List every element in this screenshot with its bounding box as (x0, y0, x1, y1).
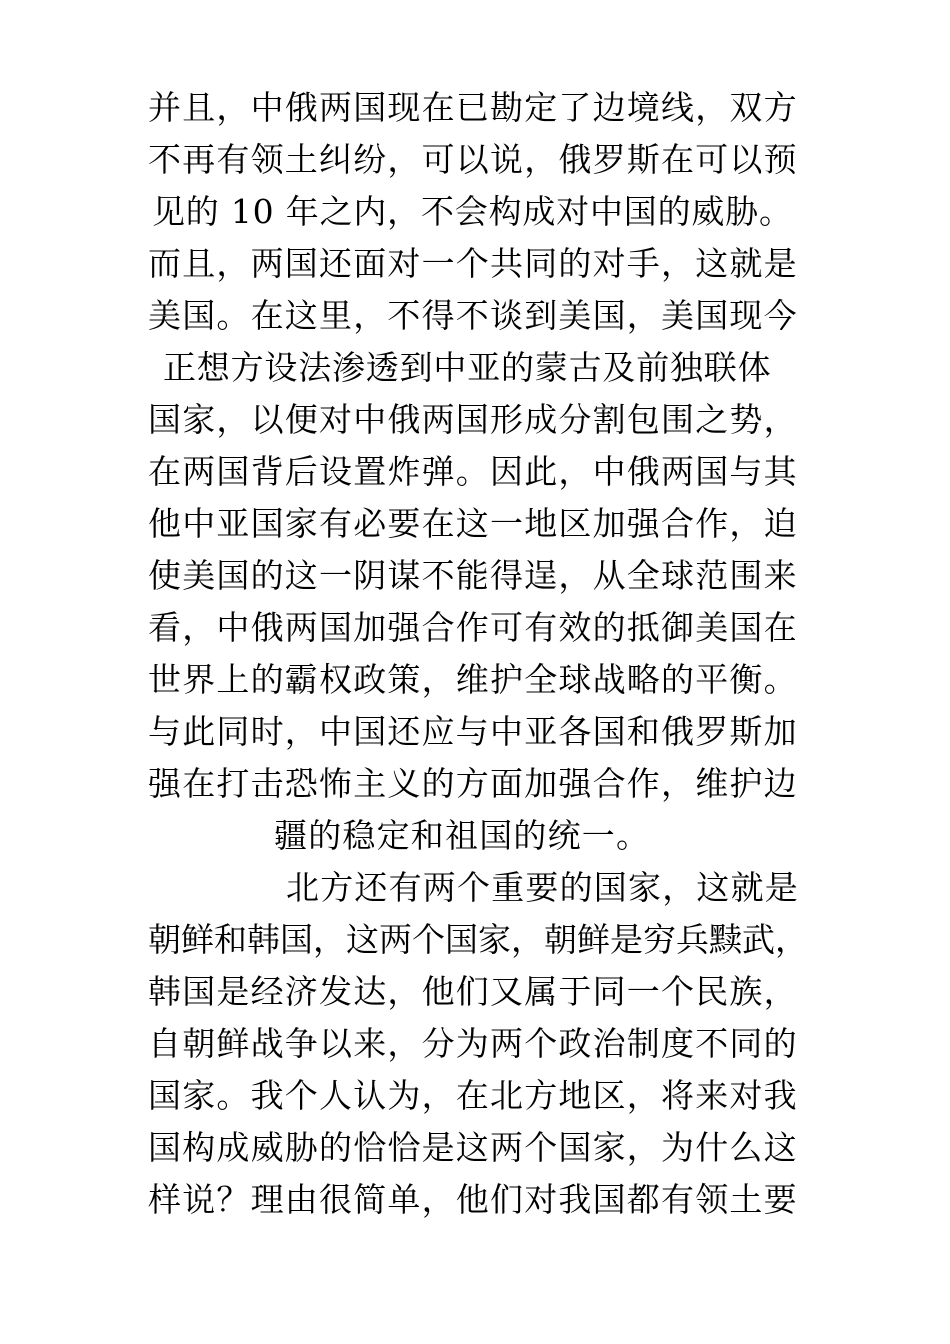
text-line: 与此同时，中国还应与中亚各国和俄罗斯加 (148, 712, 798, 751)
text-line: 他中亚国家有必要在这一地区加强合作，迫 (148, 504, 798, 543)
text-line: 世界上的霸权政策，维护全球战略的平衡。 (148, 660, 798, 699)
text-line: 疆的稳定和祖国的统一。 (274, 816, 651, 855)
text-line: 韩国是经济发达，他们又属于同一个民族， (148, 972, 798, 1011)
text-line: 在两国背后设置炸弹。因此，中俄两国与其 (148, 452, 798, 491)
text-line: 见的 10 年之内，不会构成对中国的威胁。 (152, 192, 793, 231)
text-line: 朝鲜和韩国，这两个国家，朝鲜是穷兵黩武， (148, 920, 808, 959)
text-line: 正想方设法渗透到中亚的蒙古及前独联体 (163, 348, 772, 387)
text-line: 并且，中俄两国现在已勘定了边境线，双方 (148, 88, 798, 127)
text-line: 自朝鲜战争以来，分为两个政治制度不同的 (148, 1024, 798, 1063)
text-line: 样说？理由很简单，他们对我国都有领土要 (148, 1180, 798, 1219)
text-line: 而且，两国还面对一个共同的对手，这就是 (148, 244, 798, 283)
text-line: 国构成威胁的恰恰是这两个国家，为什么这 (148, 1128, 798, 1167)
text-line: 国家，以便对中俄两国形成分割包围之势， (148, 400, 798, 439)
text-line: 不再有领土纠纷，可以说，俄罗斯在可以预 (148, 140, 798, 179)
text-line: 强在打击恐怖主义的方面加强合作，维护边 (148, 764, 798, 803)
text-line: 看，中俄两国加强合作可有效的抵御美国在 (148, 608, 798, 647)
text-line: 美国。在这里，不得不谈到美国，美国现今 (148, 296, 798, 335)
text-line: 国家。我个人认为，在北方地区，将来对我 (148, 1076, 798, 1115)
text-line: 使美国的这一阴谋不能得逞，从全球范围来 (148, 556, 798, 595)
paragraph-start-line: 北方还有两个重要的国家，这就是 (286, 868, 799, 907)
